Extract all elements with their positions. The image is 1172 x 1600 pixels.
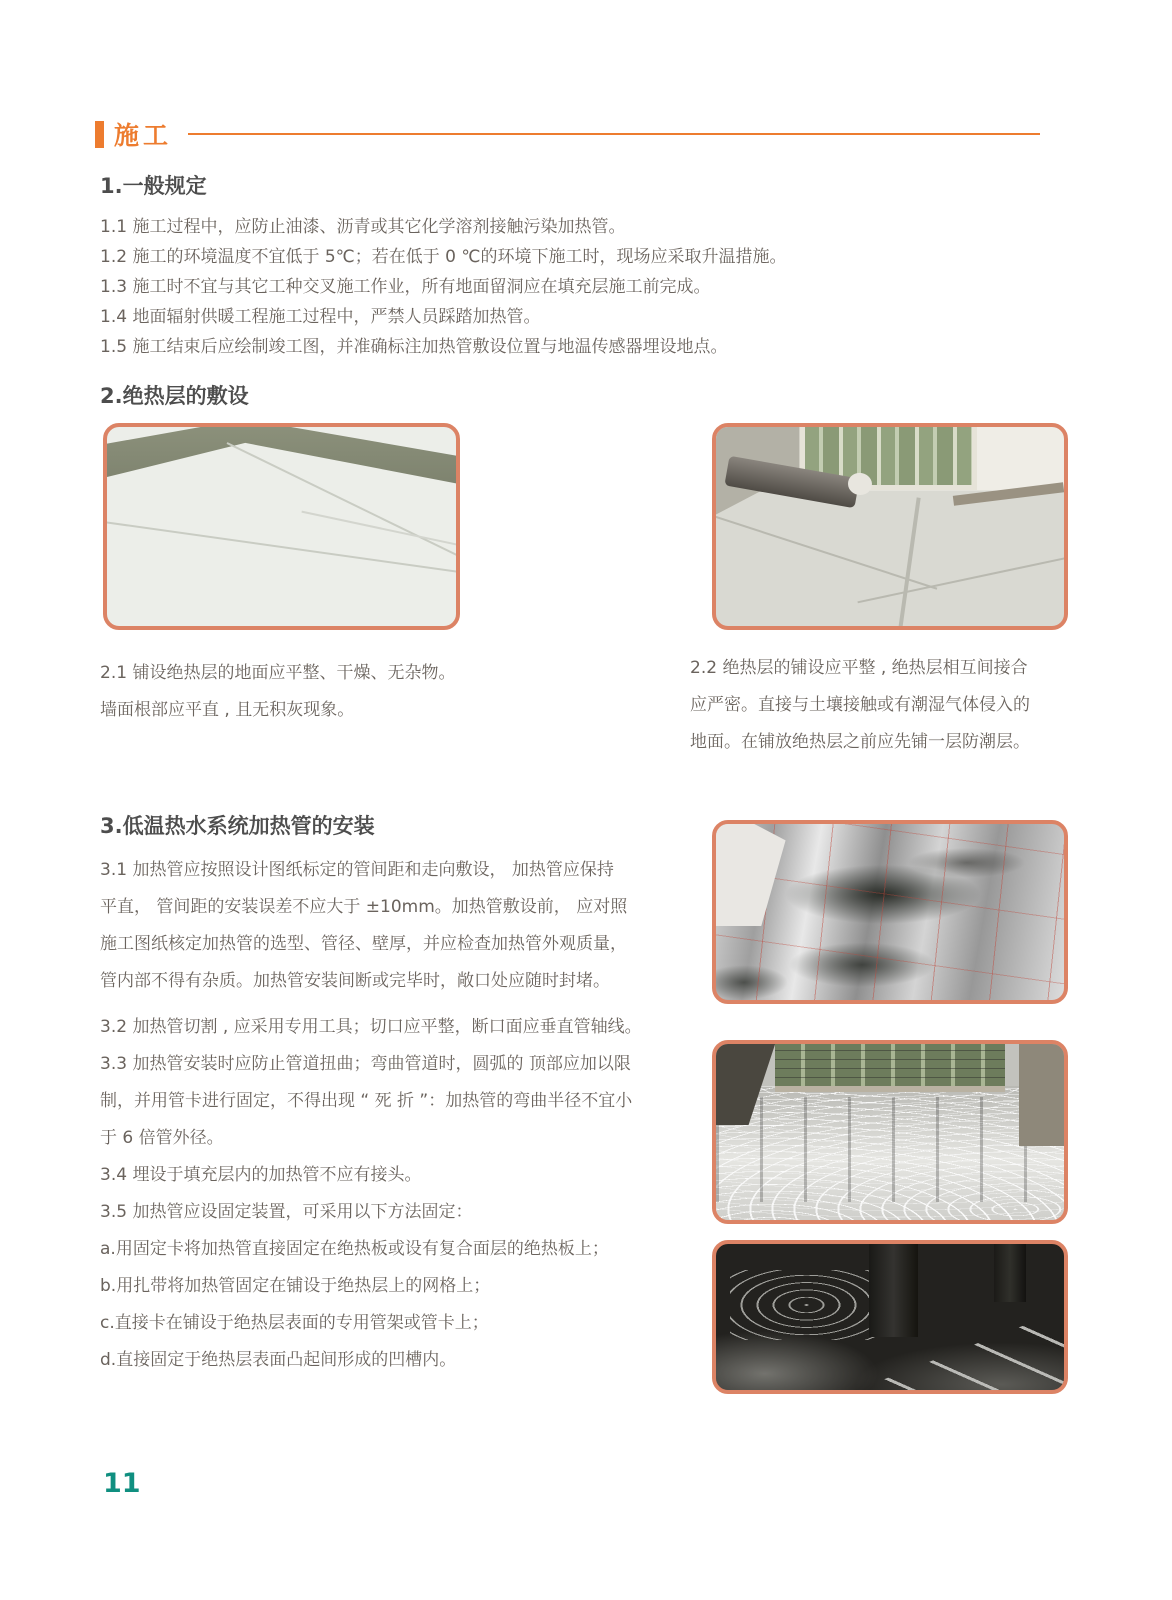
photo-column	[869, 1244, 918, 1337]
body-line: 3.5 加热管应设固定装置，可采用以下方法固定：	[100, 1202, 473, 1222]
pipes-text-block	[100, 852, 642, 1379]
photo-board-seam	[898, 497, 921, 630]
body-line: 施工图纸核定加热管的选型、管径、壁厚，并应检查加热管外观质量，	[100, 934, 627, 954]
photo-board-seam	[103, 517, 460, 577]
caption-line: 应严密。直接与土壤接触或有潮湿气体侵入的	[690, 695, 1030, 715]
body-line: b.用扎带将加热管固定在铺设于绝热层上的网格上；	[100, 1276, 491, 1296]
body-line: d.直接固定于绝热层表面凸起间形成的凹槽内。	[100, 1350, 457, 1370]
body-line: 管内部不得有杂质。加热管安装间断或完毕时，敞口处应随时封堵。	[100, 971, 610, 991]
photo-column	[994, 1244, 1025, 1302]
page-title: 施工	[114, 121, 173, 150]
list-item: 1.5 施工结束后应绘制竣工图，并准确标注加热管敷设位置与地温传感器埋设地点。	[100, 337, 728, 357]
body-line: a.用固定卡将加热管直接固定在绝热板或设有复合面层的绝热板上；	[100, 1239, 609, 1259]
list-item: 1.3 施工时不宜与其它工种交叉施工作业，所有地面留洞应在填充层施工前完成。	[100, 277, 711, 297]
caption-2-2	[690, 650, 1030, 761]
header-accent-bar	[95, 121, 104, 148]
body-line: 3.1 加热管应按照设计图纸标定的管间距和走向敷设， 加热管应保持	[100, 860, 614, 880]
caption-line: 墙面根部应平直 , 且无积灰现象。	[100, 700, 355, 720]
photo-insulation-boards-room	[712, 423, 1068, 630]
body-line: 于 6 倍管外径。	[100, 1128, 224, 1148]
body-line: 平直， 管间距的安装误差不应大于 ±10mm。加热管敷设前， 应对照	[100, 897, 628, 917]
photo-heating-pipe-loops	[712, 1040, 1068, 1224]
photo-foil-layer	[712, 820, 1068, 1004]
photo-pipe-clips	[716, 1097, 1064, 1203]
photo-pipe-loop	[730, 1270, 883, 1340]
photo-board-seam	[712, 513, 937, 590]
photo-wall-area	[1019, 1044, 1064, 1146]
photo-heating-pipes-dark	[712, 1240, 1068, 1394]
body-line: c.直接卡在铺设于绝热层表面的专用管架或管卡上；	[100, 1313, 489, 1333]
list-item: 1.1 施工过程中，应防止油漆、沥青或其它化学溶剂接触污染加热管。	[100, 217, 626, 237]
page-number: 11	[103, 1468, 141, 1499]
body-line: 制，并用管卡进行固定，不得出现 “ 死 折 ”：加热管的弯曲半径不宜小	[100, 1091, 633, 1111]
heading-insulation: 2.绝热层的敷设	[100, 384, 249, 408]
photo-insulation-boards-corner	[103, 423, 460, 630]
caption-2-1	[100, 655, 455, 729]
general-rules-list	[100, 212, 786, 362]
body-line: 3.4 埋设于填充层内的加热管不应有接头。	[100, 1165, 422, 1185]
caption-line: 2.1 铺设绝热层的地面应平整、干燥、无杂物。	[100, 663, 456, 683]
body-line: 3.3 加热管安装时应防止管道扭曲；弯曲管道时，圆弧的 顶部应加以限	[100, 1054, 631, 1074]
caption-line: 2.2 绝热层的铺设应平整 , 绝热层相互间接合	[690, 658, 1028, 678]
photo-window-grille	[775, 1044, 1005, 1086]
body-line: 3.2 加热管切割 , 应采用专用工具；切口应平整，断口面应垂直管轴线。	[100, 1017, 642, 1037]
header-rule	[188, 133, 1040, 135]
photo-board-seam	[858, 551, 1068, 604]
section-header	[95, 116, 1040, 152]
list-item: 1.2 施工的环境温度不宜低于 5℃；若在低于 0 ℃的环境下施工时，现场应采取升温措施。	[100, 247, 787, 267]
heading-general: 1.一般规定	[100, 174, 207, 198]
heading-pipes: 3.低温热水系统加热管的安装	[100, 814, 375, 838]
caption-line: 地面。在铺放绝热层之前应先铺一层防潮层。	[690, 732, 1030, 752]
list-item: 1.4 地面辐射供暖工程施工过程中，严禁人员踩踏加热管。	[100, 307, 541, 327]
